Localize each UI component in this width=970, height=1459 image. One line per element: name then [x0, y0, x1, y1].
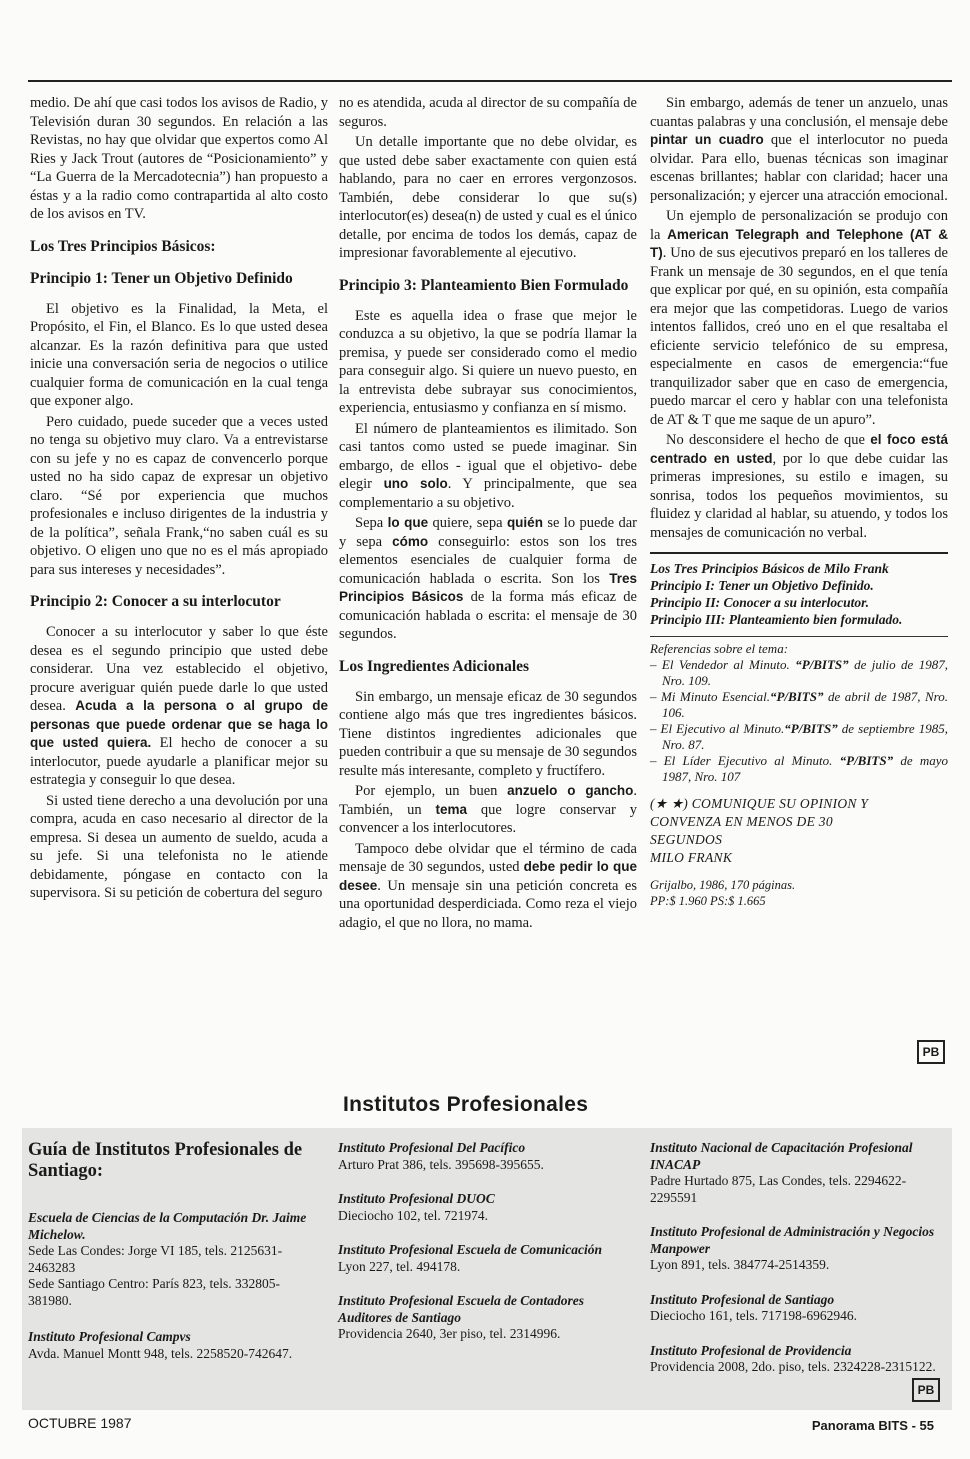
bold-text: “P/BITS”	[795, 657, 849, 672]
institute-address: Providencia 2640, 3er piso, tel. 2314996.	[338, 1326, 561, 1341]
institutos-column-2	[338, 1140, 638, 1361]
bold-text: lo que	[387, 515, 429, 530]
institute-address: Avda. Manuel Montt 948, tels. 2258520-742647.	[28, 1345, 293, 1361]
text: . Y principalmente, que sea complementario a su objetivo.	[339, 476, 637, 511]
institutos-column-3	[650, 1140, 945, 1394]
text: se lo puede dar y sepa	[339, 515, 638, 550]
text: de julio de 1987, Nro. 109.	[662, 657, 948, 688]
summary-line: Principio III: Planteamiento bien formulado.	[650, 612, 903, 627]
institute-address: Lyon 891, tels. 384774-2514359.	[650, 1257, 830, 1272]
institute-name: Instituto Profesional Campvs	[28, 1329, 191, 1344]
bold-text: Acuda a la persona o al grupo de personas que puede ordenar que se haga lo que usted quiera.	[30, 698, 328, 750]
institutos-heading: Guía de Institutos Profesionales de Santiago:	[28, 1140, 303, 1181]
paragraph	[650, 431, 948, 542]
publisher-line: Grijalbo, 1986, 170 páginas.	[650, 878, 796, 892]
paragraph	[650, 94, 948, 205]
institute-name: Instituto Profesional Escuela de Comunicación	[338, 1242, 603, 1257]
text: , por lo que debe cuidar las primeras impresiones, su estilo e imagen, su sonrisa, todos los pequeños movimientos, su fluidez y claridad al hablar, su atuendo, y todos los mensajes de comunicación no verbal.	[650, 450, 948, 541]
bold-text: anzuelo o gancho	[507, 783, 634, 798]
footer-date: OCTUBRE 1987	[28, 1415, 132, 1431]
institute-name: Instituto Profesional de Administración y Negocios Manpower	[650, 1224, 935, 1256]
text: Conocer a su interlocutor y saber lo que éste desea es el segundo principio que usted debe considerar. Una vez establecido el objetivo, procure averiguar quién puede darle lo que usted desea.	[30, 624, 328, 714]
paragraph	[339, 840, 637, 933]
text: . También, un	[339, 783, 637, 818]
article-column-3	[650, 94, 948, 909]
text: que el interlocutor no pueda olvidar. Para ello, buenas técnicas son imaginar escenas brillantes; hablar con claridad; hacer una personalización; y ejercer una atracción emocional.	[650, 132, 948, 204]
text: . Un mensaje sin una petición concreta es una oportunidad desperdiciada. Como reza el viejo adagio, el que no llora, no mama.	[339, 877, 637, 931]
institutos-column-1	[28, 1140, 320, 1382]
institutos-section-title: Institutos Profesionales	[343, 1093, 589, 1116]
institute-address: Dieciocho 161, tels. 717198-6962946.	[650, 1308, 857, 1323]
book-author: MILO FRANK	[650, 850, 733, 865]
text: El hecho de conocer a su interlocutor, puede ayudarle a planificar mejor su estrategia y conseguir lo que desea.	[30, 735, 328, 788]
text: de septiembre 1985, Nro. 87.	[662, 721, 948, 752]
paragraph: Pero cuidado, puede suceder que a veces usted no tenga su objetivo muy claro. Va a entrevistarse con su jefe y no es capaz de convencerlo porque usted no ha sido capaz de expresar un objetivo claro. “Sé por experiencia que muchos profesionales e incluso dirigentes de la industria y de la política”, señala Frank,“no saben cuál es su objetivo. O eligen uno que no es el más apropiado para sus intereses y necesidades”.	[30, 413, 328, 578]
text: Por ejemplo, un buen	[355, 783, 508, 799]
institute-name: Instituto Profesional DUOC	[338, 1191, 495, 1206]
text: – El Vendedor al Minuto.	[650, 657, 796, 672]
reference-item	[650, 753, 948, 785]
institute-address: Padre Hurtado 875, Las Condes, tels. 2294622-2295591	[650, 1173, 907, 1205]
bold-text: pintar un cuadro	[650, 132, 764, 147]
book-info	[650, 877, 948, 909]
bold-text: el foco está centrado en usted	[650, 432, 948, 466]
text: – El Líder Ejecutivo al Minuto.	[650, 753, 840, 768]
text: Tampoco debe olvidar que el término de cada mensaje de 30 segundos, usted	[339, 840, 637, 875]
pb-end-mark-icon: PB	[912, 1378, 940, 1402]
pb-end-mark-icon: PB	[917, 1040, 945, 1064]
summary-line: Los Tres Principios Básicos de Milo Frank	[650, 561, 889, 576]
paragraph	[339, 782, 637, 838]
institute-name: Instituto Profesional de Santiago	[650, 1291, 835, 1307]
paragraph: Un detalle importante que no debe olvidar, es que usted debe saber exactamente con quien está hablando, para no caer en errores vergonzosos. También, debe considerar lo que su(s) interlocutor(es) desea(n) de usted y cual es el único detalle, por encima de todos los demás, capaz de impresionar favorablemente al ejecutivo.	[339, 134, 637, 261]
bold-text: “P/BITS”	[839, 753, 894, 768]
text: conseguirlo: estos son los tres elementos esenciales de cualquier forma de comunicación hablada o escrita. Son los	[339, 533, 638, 587]
institute-address: Arturo Prat 386, tels. 395698-395655.	[338, 1156, 544, 1172]
paragraph: no es atendida, acuda al director de su compañía de seguros.	[339, 95, 637, 130]
text: Un ejemplo de personalización se produjo con la	[650, 208, 948, 243]
paragraph	[650, 207, 948, 429]
bold-text: American Telegraph and Telephone (AT & T)	[650, 226, 948, 260]
text: de mayo 1987, Nro. 107	[662, 753, 948, 784]
article-column-1	[30, 94, 328, 905]
top-rule	[28, 80, 952, 82]
bold-text: uno solo	[383, 476, 448, 491]
paragraph: El objetivo es la Finalidad, la Meta, el Propósito, el Fin, el Blanco. Es lo que usted desea alcanzar. Es la razón definitiva para que usted inicie una conversación seria de negocios o utilice cualquier forma de comunicación en la cual tenga que exponer algo.	[30, 300, 328, 409]
bold-text: tema	[435, 801, 467, 817]
text: . Uno de sus ejecutivos preparó en los talleres de Frank un mensaje de 30 segundos, en el que tenía que explicar por qué, en su opinión, esta compañía era mejor que las competidoras. Luego de varios intentos fallidos, creó uno en el que resaltaba el eficiente servicio telefónico de su empresa, especialmente en casos de emergencia:“fue tranquilizador saber que en caso de emergencia, puedo marcar el cero y hablar con una telefonista de AT & T que me saque de un apuro”.	[650, 245, 948, 428]
institute-address: Lyon 227, tel. 494178.	[338, 1258, 461, 1274]
bold-text: debe pedir lo que desee	[339, 859, 637, 893]
institute-name: Instituto Profesional Escuela de Contadores Auditores de Santiago	[338, 1293, 585, 1325]
bold-text: quién	[506, 515, 543, 530]
footer-page-number: Panorama BITS - 55	[811, 1418, 934, 1433]
text: de abril de 1987, Nro. 106.	[662, 689, 948, 720]
references-list	[650, 636, 948, 785]
section-heading: Los Ingredientes Adicionales	[339, 657, 530, 675]
paragraph	[339, 420, 637, 513]
institute-address: Sede Las Condes: Jorge VI 185, tels. 2125631- 2463283 Sede Santiago Centro: París 823, tels. 332805-381980.	[28, 1243, 283, 1308]
reference-item	[650, 689, 948, 721]
summary-line: Principio I: Tener un Objetivo Definido.	[650, 578, 874, 593]
bold-text: “P/BITS”	[769, 689, 824, 704]
paragraph: Sin embargo, un mensaje eficaz de 30 segundos contiene algo más que tres ingredientes básicos. Tiene distintos ingredientes adicionales que pueden contribuir a que su mensaje de 30 segundos resulte más interesante, completo y fructífero.	[339, 688, 637, 779]
section-heading: Principio 3: Planteamiento Bien Formulado	[339, 276, 629, 294]
paragraph	[30, 623, 328, 790]
bold-text: Tres Principios Básicos	[339, 570, 637, 604]
bold-text: “P/BITS”	[784, 721, 838, 736]
text: Sin embargo, además de tener un anzuelo, unas cuantas palabras y una conclusión, el mensaje debe	[650, 95, 948, 130]
institute-name: Instituto Profesional Del Pacífico	[338, 1140, 526, 1155]
book-line: SEGUNDOS	[650, 832, 723, 847]
paragraph: medio. De ahí que casi todos los avisos de Radio, y Televisión duran 30 segundos. En relación a las Revistas, no hay que olvidar que expertos como Al Ries y Jack Trout (autores de “Posicionamiento” y “La Guerra de la Mercadotecnia”) han propuesto a éstas y a la radio como contrapartida al alto costo de los avisos en TV.	[30, 95, 329, 222]
institute-address: Dieciocho 102, tel. 721974.	[338, 1207, 488, 1223]
text: – El Ejecutivo al Minuto.	[650, 721, 785, 736]
text: quiere, sepa	[428, 515, 507, 531]
section-heading: Principio 2: Conocer a su interlocutor	[30, 593, 281, 610]
text: Sepa	[355, 515, 388, 531]
book-line: CONVENZA EN MENOS DE 30	[650, 814, 833, 829]
section-heading: Principio 1: Tener un Objetivo Definido	[30, 269, 293, 287]
bold-text: cómo	[392, 533, 429, 549]
book-line: (★ ★) COMUNIQUE SU OPINION Y	[650, 796, 869, 811]
references-title: Referencias sobre el tema:	[650, 641, 789, 656]
paragraph	[339, 514, 637, 644]
paragraph: Si usted tiene derecho a una devolución por una compra, acuda en caso necesario al director de la empresa. Si desea un aumento de sueldo, acuda a su jefe. Si una telefonista no le atiende debidamente, póngase en contacto con la supervisora. Si su petición de cobertura del seguro	[30, 792, 328, 901]
price-line: PP:$ 1.960 PS:$ 1.665	[650, 894, 766, 908]
text: El número de planteamientos es ilimitado. Son casi tantos como usted se puede imaginar. Sin embargo, de ellos - igual que el objetivo- debe elegir	[339, 420, 637, 492]
institute-name: Escuela de Ciencias de la Computación Dr. Jaime Michelow.	[28, 1210, 307, 1242]
institute-name: Instituto Nacional de Capacitación Profesional INACAP	[650, 1140, 913, 1172]
text: No desconsidere el hecho de que	[666, 432, 871, 448]
text: – Mi Minuto Esencial.	[650, 689, 770, 704]
section-heading: Los Tres Principios Básicos:	[30, 237, 216, 255]
institute-address: Providencia 2008, 2do. piso, tels. 2324228-2315122.	[650, 1359, 936, 1374]
principles-summary-box	[650, 552, 948, 628]
text: que logre conservar y convencer a los interlocutores.	[339, 801, 637, 836]
reference-item	[650, 657, 948, 689]
text: de la forma más eficaz de comunicación hablada o escrita: el mensaje de 30 segundos.	[339, 589, 637, 642]
paragraph: Este es aquella idea o frase que mejor le conduzca a su objetivo, la que se podría llamar la premisa, y puede ser considerado como el medio para conseguir algo. Si quiere un nuevo puesto, en la entrevista debe subrayar sus conocimientos, experiencia, entusiasmo y confianza en sí mismo.	[339, 307, 637, 416]
article-column-2	[339, 94, 637, 934]
summary-line: Principio II: Conocer a su interlocutor.	[650, 595, 870, 610]
institute-name: Instituto Profesional de Providencia	[650, 1342, 852, 1358]
reference-item	[650, 721, 948, 753]
book-title-block	[650, 795, 948, 867]
